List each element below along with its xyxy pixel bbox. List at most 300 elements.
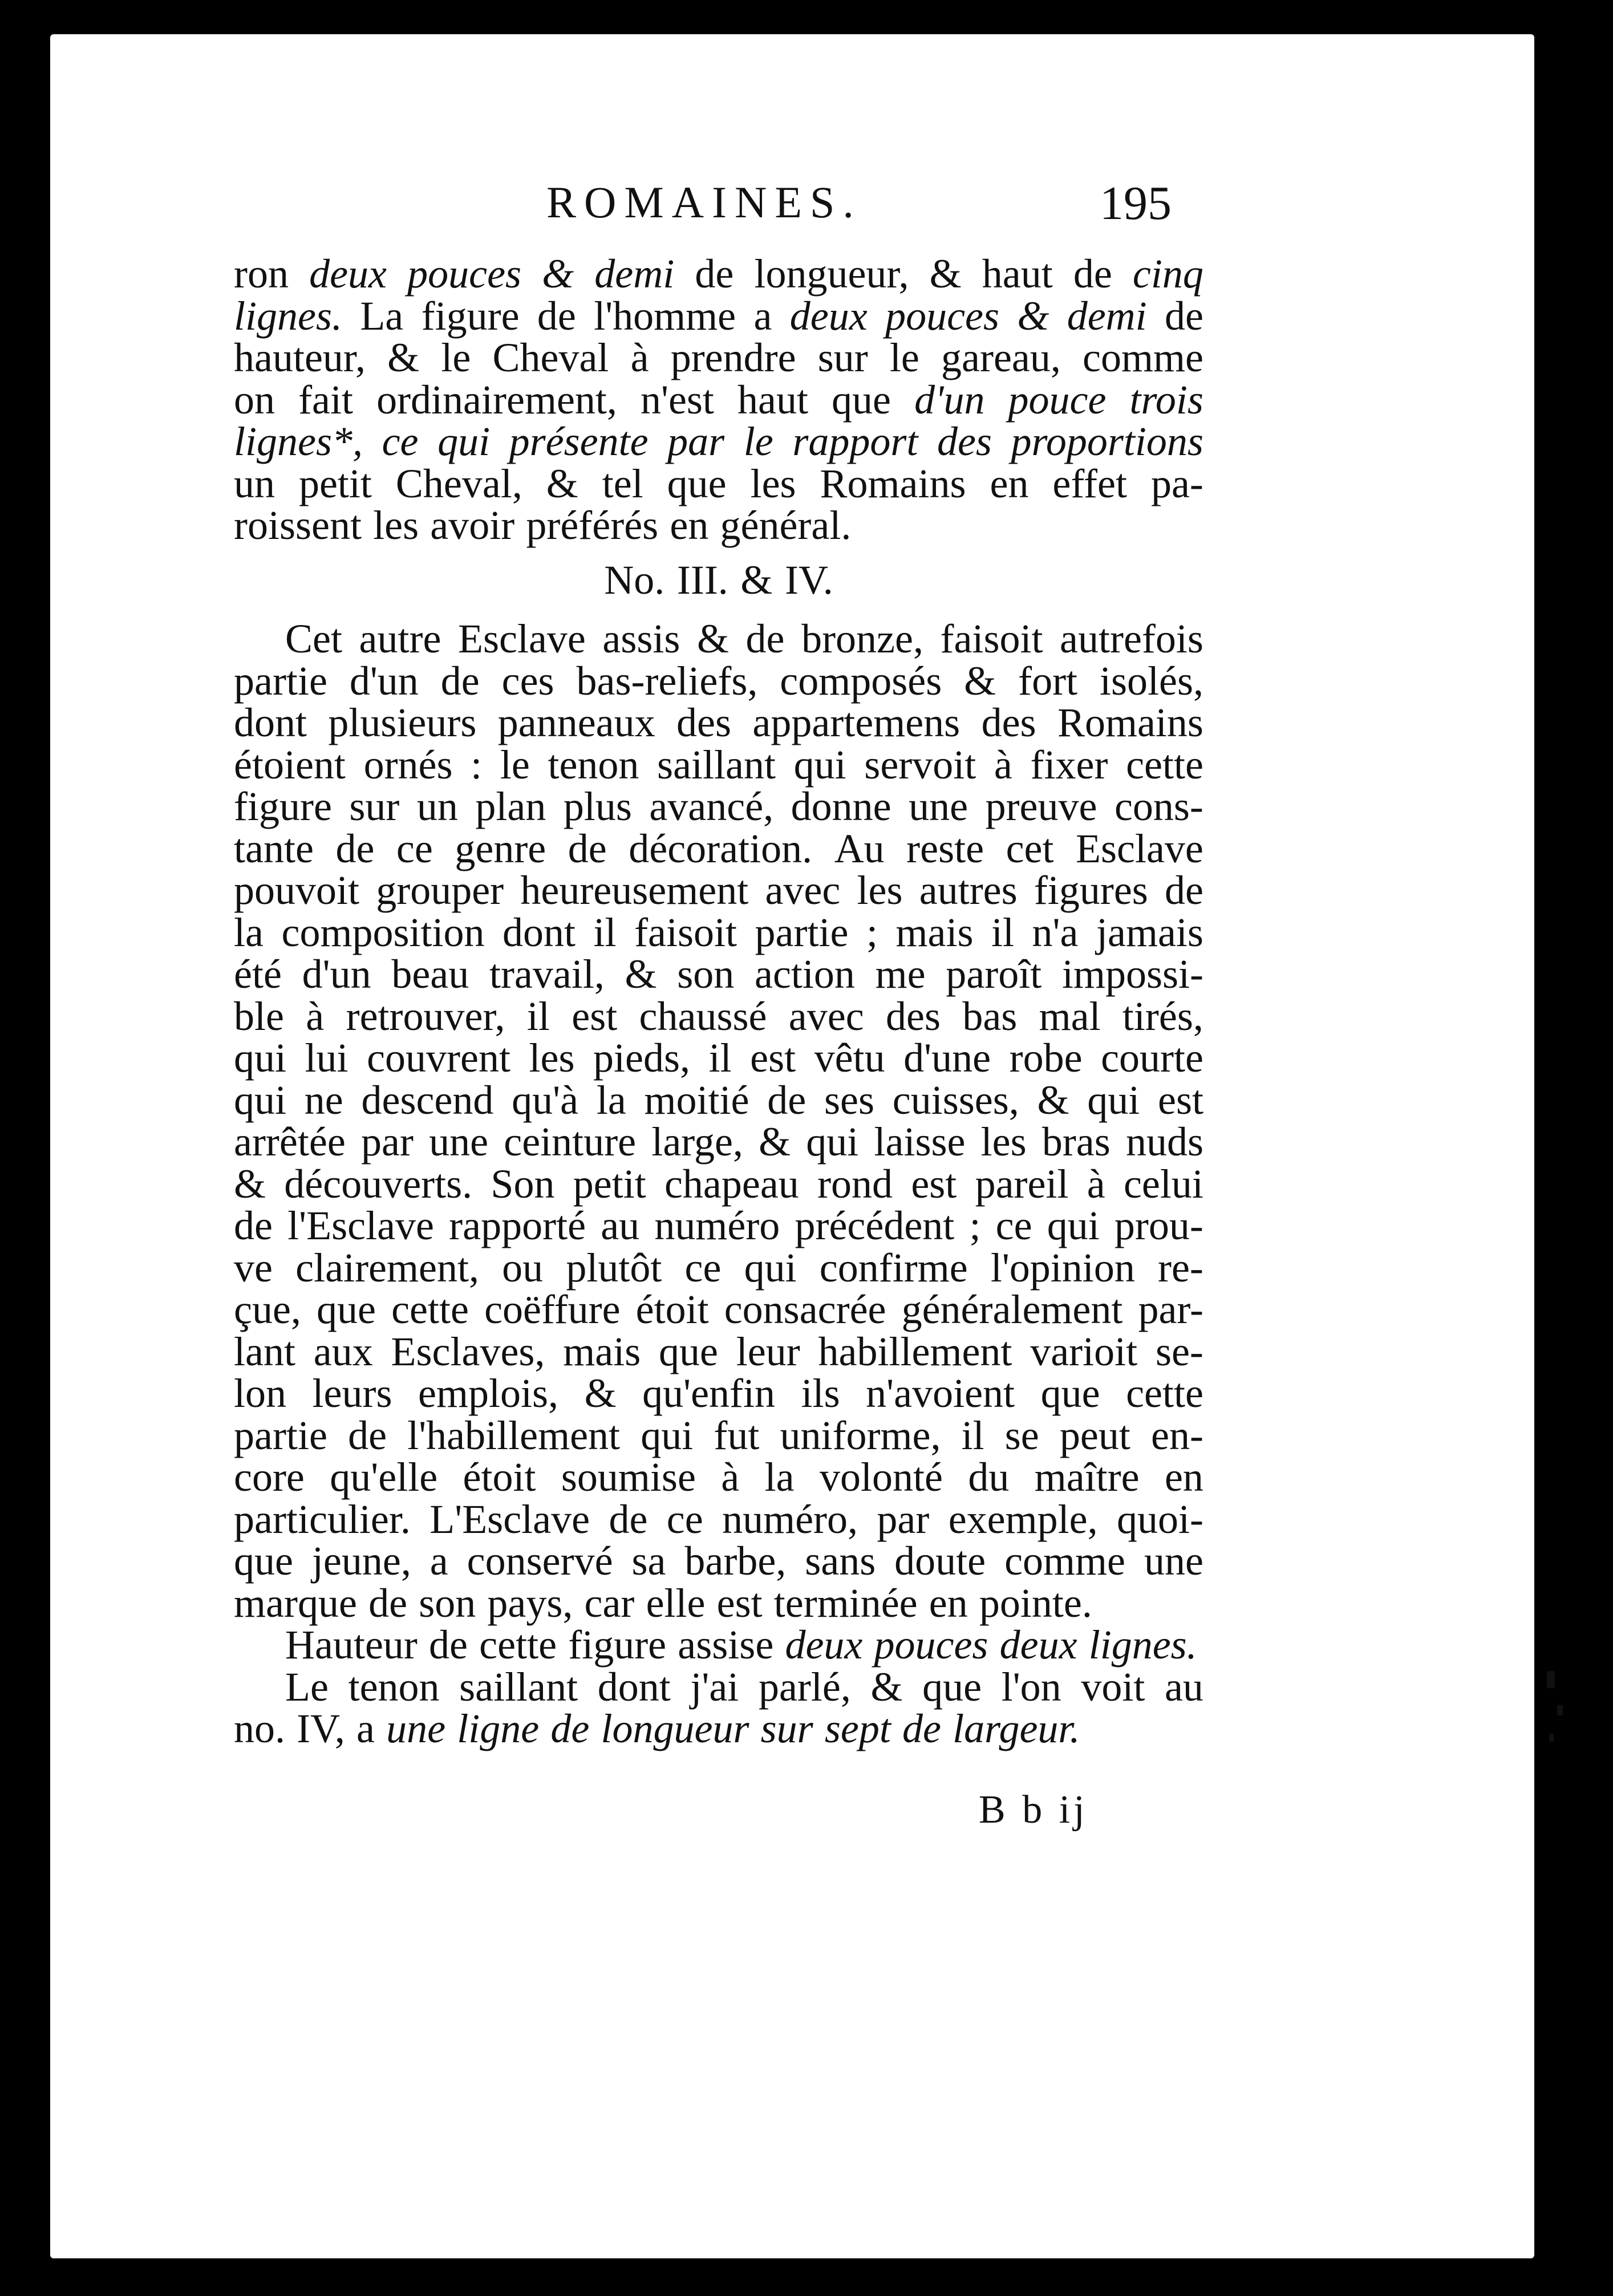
word: une: [386, 1706, 446, 1751]
word: partie: [234, 658, 327, 704]
word: panneaux: [497, 700, 655, 745]
word: de: [537, 293, 576, 339]
word: une: [1144, 1538, 1203, 1584]
word: les: [373, 502, 419, 548]
word: cinq: [1132, 251, 1203, 297]
word: pa-: [1150, 460, 1203, 506]
word: robe: [1009, 1035, 1083, 1081]
word: plutôt: [566, 1244, 662, 1291]
word: laisse: [874, 1119, 966, 1165]
word: plus: [563, 784, 632, 829]
text-line: [234, 253, 1203, 295]
text-line: [234, 295, 1203, 338]
word: volonté: [819, 1454, 943, 1500]
word: rond: [817, 1161, 893, 1207]
word: de: [609, 1496, 648, 1542]
word: vêtu: [814, 1035, 885, 1081]
word: qui: [806, 1119, 859, 1165]
word: Romains: [1057, 700, 1203, 745]
word: en: [929, 1580, 968, 1626]
word: fort: [1018, 658, 1078, 704]
word: &: [740, 557, 773, 603]
word: no.: [234, 1706, 285, 1751]
word: avoir: [430, 502, 515, 548]
word: retrouver,: [346, 993, 505, 1039]
word: lui: [305, 1035, 348, 1081]
word: chaussé: [639, 993, 767, 1039]
word: qui: [437, 419, 491, 464]
word: conservé: [467, 1538, 613, 1584]
word: assise: [678, 1622, 774, 1668]
word: de: [568, 825, 607, 871]
word: leurs: [312, 1370, 392, 1416]
word: longueur,: [754, 251, 909, 297]
word: ceinture: [504, 1119, 637, 1165]
word: l'homme: [594, 293, 736, 339]
word: que: [1040, 1370, 1100, 1416]
word: bras: [1041, 1119, 1111, 1165]
word: par: [667, 419, 725, 464]
word: assis: [602, 616, 680, 662]
text-line: [234, 1540, 1203, 1583]
text-line: [234, 1496, 1203, 1542]
scan-speck: [1547, 1671, 1555, 1688]
word: appartemens: [752, 700, 960, 745]
word: hauteur,: [234, 335, 366, 380]
word: composition: [281, 909, 485, 955]
word: roissent: [234, 502, 362, 548]
text-line: [234, 1077, 1203, 1123]
word: pouces: [407, 251, 522, 297]
word: coëffure: [484, 1287, 621, 1332]
word: cet: [1006, 825, 1054, 871]
word: leur: [736, 1328, 800, 1374]
word: autrefois: [1060, 616, 1203, 662]
word: à: [306, 993, 325, 1039]
word: confirme: [819, 1244, 968, 1291]
word: de: [767, 1077, 806, 1123]
word: la: [596, 1077, 626, 1123]
body-text: [234, 253, 1203, 1750]
word: de: [550, 1706, 590, 1751]
word: d'un: [349, 658, 419, 704]
word: numéro: [654, 1203, 780, 1248]
word: préférés: [526, 502, 659, 548]
word: son: [677, 951, 735, 997]
word: à: [721, 1454, 740, 1500]
word: fait: [298, 376, 354, 423]
word: me: [875, 951, 926, 997]
text-line: [234, 951, 1203, 997]
word: le: [500, 741, 530, 788]
word: mais: [563, 1328, 641, 1374]
word: mais: [895, 909, 974, 955]
word: soumise: [561, 1454, 696, 1500]
text-line: [234, 1037, 1203, 1080]
word: &: [625, 951, 657, 997]
word: qui: [793, 741, 846, 788]
word: que: [659, 1328, 718, 1374]
text-line: [234, 1624, 1203, 1666]
word: de: [1165, 867, 1203, 913]
word: d'une: [903, 1035, 991, 1081]
word: genre: [455, 825, 546, 871]
word: que: [832, 376, 891, 423]
page-header: [50, 171, 1534, 240]
word: Esclave: [1076, 825, 1203, 871]
word: nuds: [1125, 1119, 1203, 1165]
text-line: [234, 825, 1203, 871]
word: de: [234, 1203, 273, 1248]
scan-speck: [1549, 1734, 1554, 1742]
word: à: [1087, 1161, 1105, 1207]
word: partie: [234, 1412, 327, 1458]
word: grouper: [376, 867, 504, 913]
word: figure: [421, 293, 520, 339]
word: généralement: [901, 1287, 1123, 1332]
word: Au: [834, 825, 885, 871]
word: des: [937, 419, 992, 464]
word: précédent: [795, 1203, 955, 1248]
word: lon: [234, 1370, 287, 1416]
word: III.: [676, 557, 728, 603]
word: est: [750, 1035, 796, 1081]
word: dont: [502, 909, 576, 955]
word: faisoit: [634, 909, 737, 955]
word: ;: [969, 1203, 981, 1248]
word: ligne: [457, 1706, 540, 1751]
word: bronze,: [801, 616, 923, 662]
word: les: [529, 1035, 575, 1081]
scan-speck: [1557, 1705, 1563, 1715]
word: présente: [509, 419, 649, 464]
word: découverts.: [284, 1161, 473, 1207]
word: numéro,: [722, 1496, 858, 1542]
word: &: [964, 658, 996, 704]
word: sans: [805, 1538, 876, 1584]
word: demi: [1067, 293, 1147, 339]
word: demi: [594, 251, 675, 297]
word: les: [750, 460, 796, 506]
word: &: [542, 251, 574, 297]
word: le: [743, 419, 773, 464]
text-line: [234, 909, 1203, 955]
word: il: [526, 993, 550, 1039]
word: bas-reliefs,: [576, 658, 758, 704]
word: parlé,: [758, 1664, 851, 1710]
word: que: [667, 460, 727, 506]
word: marque: [234, 1580, 357, 1626]
word: cette: [1126, 1370, 1203, 1416]
word: fut: [714, 1412, 760, 1458]
word: l'habillement: [407, 1412, 621, 1458]
word: de: [368, 1580, 408, 1626]
text-line: [234, 1708, 1203, 1750]
word: terminée: [773, 1580, 918, 1626]
text-line: [234, 1666, 1203, 1709]
word: &: [870, 1664, 903, 1710]
word: rapporté: [449, 1203, 586, 1248]
word: lignes.: [1088, 1622, 1197, 1668]
word: celui: [1123, 1161, 1203, 1207]
word: varioit: [1030, 1328, 1138, 1374]
word: exemple,: [948, 1496, 1098, 1542]
word: ;: [866, 909, 878, 955]
text-line: [234, 1454, 1203, 1500]
word: haut: [737, 376, 808, 423]
word: Hauteur: [285, 1622, 418, 1668]
word: sept: [824, 1706, 891, 1751]
word: Cet: [285, 616, 342, 662]
word: ble: [234, 993, 284, 1039]
word: n'avoient: [866, 1370, 1015, 1416]
word: moitié: [644, 1077, 749, 1123]
word: mal: [1039, 993, 1101, 1039]
text-line: [234, 660, 1203, 703]
word: Cheval: [492, 335, 609, 380]
word: voit: [1081, 1664, 1145, 1710]
word: plan: [475, 784, 546, 829]
word: travail,: [489, 951, 605, 997]
word: qui: [234, 1077, 287, 1123]
word: donne: [791, 784, 891, 829]
word: &: [546, 460, 578, 506]
word: tirés,: [1122, 993, 1203, 1039]
word: ornés: [363, 741, 453, 788]
word: bas: [962, 993, 1018, 1039]
word: haut: [982, 251, 1053, 297]
word: saillant: [459, 1664, 578, 1710]
text-line: [234, 1121, 1203, 1163]
word: la: [764, 1454, 795, 1500]
word: une: [909, 784, 968, 829]
word: chapeau: [664, 1161, 799, 1207]
word: des: [981, 700, 1036, 745]
word: étoit: [463, 1454, 536, 1500]
word: La: [360, 293, 404, 339]
word: sur: [760, 1706, 813, 1751]
word: largeur.: [953, 1706, 1080, 1751]
word: Le: [285, 1664, 329, 1710]
word: reste: [906, 825, 984, 871]
word: ce: [666, 1496, 703, 1542]
word: au: [601, 1203, 640, 1248]
word: de: [335, 825, 375, 871]
word: petit: [298, 460, 372, 506]
book-page: [50, 34, 1534, 2258]
word: paroît: [946, 951, 1042, 997]
text-line: [234, 337, 1203, 379]
word: de: [695, 251, 734, 297]
word: ordinairement,: [376, 376, 617, 423]
word: cette: [391, 1287, 469, 1332]
word: large,: [651, 1119, 743, 1165]
word: ce: [995, 1203, 1032, 1248]
word: qui: [744, 1244, 797, 1291]
word: L'Esclave: [429, 1496, 590, 1542]
word: un: [416, 784, 458, 829]
word: général.: [720, 502, 852, 548]
word: heureusement: [520, 867, 749, 913]
word: barbe,: [684, 1538, 787, 1584]
word: jeune,: [311, 1538, 411, 1584]
word: pouce: [1008, 376, 1107, 423]
word: doute: [894, 1538, 986, 1584]
word: ce: [396, 825, 433, 871]
word: l'on: [1001, 1664, 1061, 1710]
word: à: [994, 741, 1012, 788]
word: core: [234, 1454, 305, 1500]
word: courte: [1101, 1035, 1203, 1081]
word: trois: [1129, 376, 1203, 423]
word: cette: [1126, 741, 1203, 788]
word: sur: [817, 335, 868, 380]
word: &: [584, 1370, 617, 1416]
word: la: [234, 909, 264, 955]
word: çue,: [234, 1287, 301, 1332]
word: longueur: [601, 1706, 749, 1751]
word: de: [1165, 293, 1203, 339]
text-line: [234, 376, 1203, 423]
word: couvrent: [367, 1035, 510, 1081]
word: :: [471, 741, 483, 788]
word: autres: [919, 867, 1018, 913]
word: jamais: [1096, 909, 1203, 955]
word: de: [1073, 251, 1112, 297]
text-line: [234, 1370, 1203, 1416]
text-line: [234, 1244, 1203, 1291]
word: fixer: [1030, 741, 1108, 788]
word: sa: [631, 1538, 666, 1584]
word: avancé,: [649, 784, 774, 829]
word: composés: [780, 658, 942, 704]
word: isolés,: [1099, 658, 1203, 704]
word: étoit: [635, 1287, 709, 1332]
word: &: [1037, 1077, 1069, 1123]
word: il: [991, 909, 1015, 955]
text-line: [234, 1205, 1203, 1247]
word: prou-: [1114, 1203, 1203, 1248]
word: tenon: [348, 1664, 440, 1710]
word: ou: [502, 1244, 544, 1291]
word: de: [348, 1412, 387, 1458]
word: sur: [349, 784, 400, 829]
word: petit: [573, 1161, 646, 1207]
word: n'est: [640, 376, 714, 423]
word: &: [759, 1119, 791, 1165]
word: qui: [1047, 1203, 1100, 1248]
word: re-: [1157, 1244, 1203, 1291]
word: cette: [479, 1622, 557, 1668]
word: peut: [1059, 1412, 1130, 1458]
word: des: [886, 993, 941, 1039]
word: de: [429, 1622, 468, 1668]
word: été: [234, 951, 282, 997]
page-number: 195: [1100, 177, 1172, 230]
word: ces: [501, 658, 554, 704]
word: que: [922, 1664, 982, 1710]
word: ce: [382, 419, 419, 464]
word: qui: [641, 1412, 694, 1458]
word: ses: [824, 1077, 874, 1123]
word: Esclaves,: [391, 1328, 545, 1374]
word: au: [1164, 1664, 1203, 1710]
text-line: [234, 786, 1203, 828]
word: lignes*,: [234, 419, 363, 464]
word: emplois,: [418, 1370, 559, 1416]
word: figures: [1034, 867, 1148, 913]
word: le: [441, 335, 471, 380]
word: des: [676, 700, 731, 745]
word: en-: [1151, 1412, 1203, 1458]
word: tel: [602, 460, 643, 506]
section-heading: [234, 559, 1203, 602]
word: &: [929, 251, 962, 297]
word: pouces: [874, 1622, 988, 1668]
word: en: [1164, 1454, 1203, 1500]
word: d'un: [302, 951, 371, 997]
word: les: [980, 1119, 1027, 1165]
word: j'ai: [690, 1664, 739, 1710]
word: tante: [234, 825, 314, 871]
word: que: [317, 1287, 376, 1332]
text-line: [234, 867, 1203, 913]
word: maître: [1034, 1454, 1140, 1500]
word: &: [1017, 293, 1049, 339]
word: un: [234, 460, 275, 506]
text-line: [234, 502, 1203, 548]
word: que: [234, 1538, 293, 1584]
word: lant: [234, 1328, 295, 1374]
word: qu'elle: [330, 1454, 438, 1500]
word: est: [911, 1161, 957, 1207]
word: deux: [789, 293, 868, 339]
word: n'a: [1032, 909, 1079, 955]
word: uniforme,: [780, 1412, 941, 1458]
word: Esclave: [457, 616, 586, 662]
word: figure: [568, 1622, 667, 1668]
word: qu'à: [512, 1077, 579, 1123]
text-line: [234, 741, 1203, 788]
word: effet: [1052, 460, 1127, 506]
text-line: [234, 702, 1203, 744]
word: ne: [304, 1077, 343, 1123]
word: dont: [597, 1664, 671, 1710]
word: par-: [1138, 1287, 1203, 1332]
word: a: [356, 1706, 375, 1751]
word: preuve: [985, 784, 1097, 829]
word: figure: [234, 784, 332, 829]
word: le: [889, 335, 919, 380]
word: est: [572, 993, 618, 1039]
word: qui: [1087, 1077, 1140, 1123]
word: étoient: [234, 741, 346, 788]
word: Romains: [820, 460, 966, 506]
word: descend: [361, 1077, 494, 1123]
word: avec: [765, 867, 841, 913]
running-head: ROMAINES.: [546, 177, 862, 227]
word: saillant: [657, 741, 776, 788]
word: son: [419, 1580, 476, 1626]
word: par: [877, 1496, 930, 1542]
word: ils: [801, 1370, 840, 1416]
word: consacrée: [724, 1287, 886, 1332]
word: de: [440, 658, 480, 704]
word: se-: [1155, 1328, 1203, 1374]
word: ron: [234, 251, 289, 297]
word: de: [745, 616, 785, 662]
word: Son: [491, 1161, 555, 1207]
